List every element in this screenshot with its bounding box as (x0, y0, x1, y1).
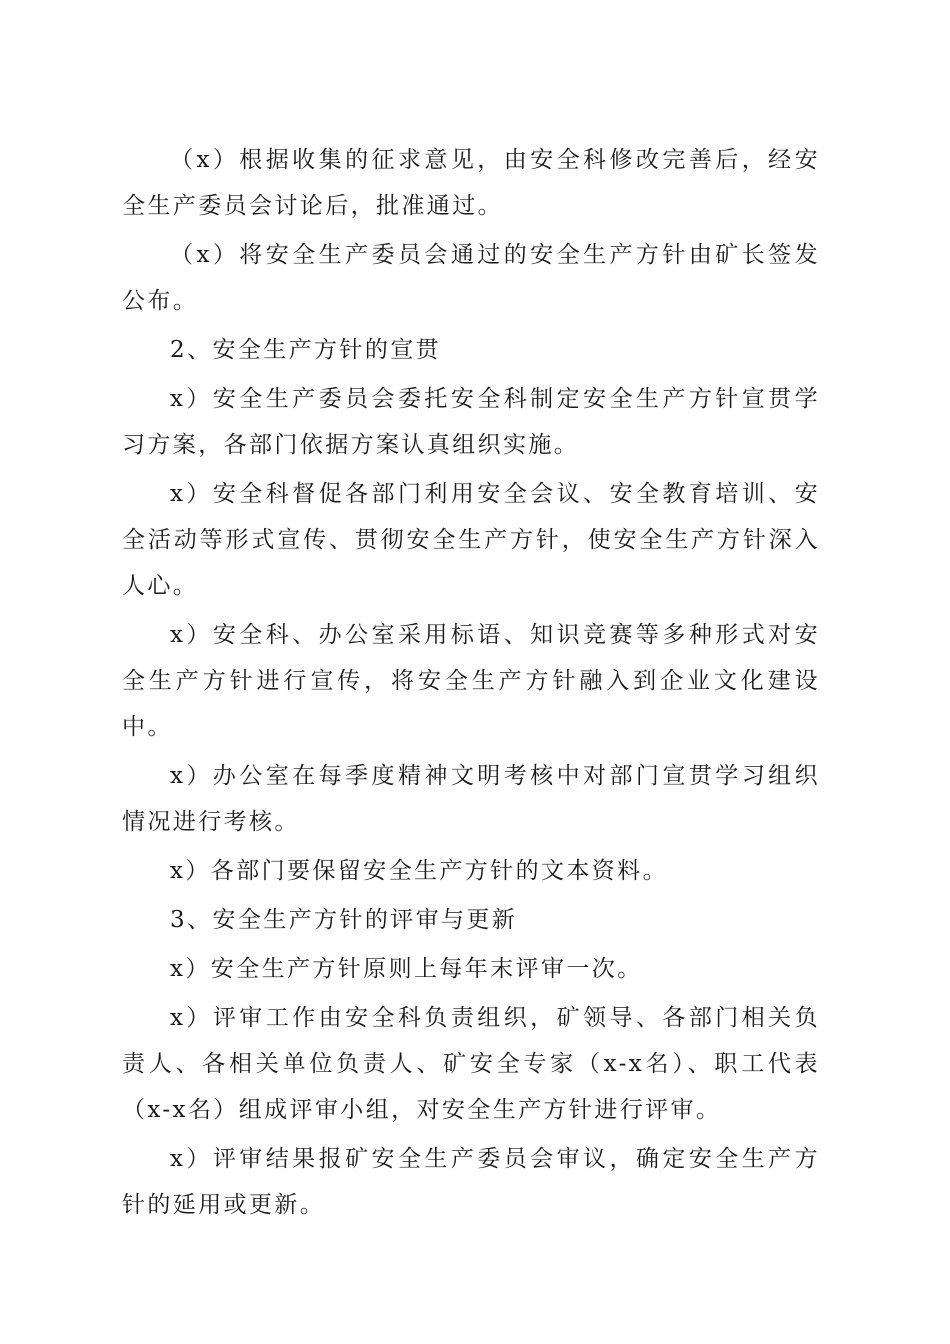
paragraph-records: x）各部门要保留安全生产方针的文本资料。 (170, 858, 668, 884)
section-heading-3: 3、安全生产方针的评审与更新 (170, 907, 518, 933)
paragraph-revise-approve: （x）根据收集的征求意见，由安全科修改完善后，经安全生产委员会讨论后，批准通过。 (122, 147, 820, 219)
paragraph-publicity: x）安全科、办公室采用标语、知识竞赛等多种形式对安全生产方针进行宣传，将安全生产方针融入到企业文化建设中。 (122, 622, 820, 740)
paragraph-annual-review: x）安全生产方针原则上每年末评审一次。 (170, 956, 643, 982)
paragraph-review-result: x）评审结果报矿安全生产委员会审议，确定安全生产方针的延用或更新。 (122, 1146, 820, 1218)
paragraph-assessment: x）办公室在每季度精神文明考核中对部门宣贯学习组织情况进行考核。 (122, 763, 820, 835)
paragraph-promote: x）安全科督促各部门利用安全会议、安全教育培训、安全活动等形式宣传、贯彻安全生产方针，使安全生产方针深入人心。 (122, 481, 820, 599)
paragraph-review-team: x）评审工作由安全科负责组织，矿领导、各部门相关负责人、各相关单位负责人、矿安全专家（x-x名）、职工代表（x-x名）组成评审小组，对安全生产方针进行评审。 (122, 1005, 820, 1123)
document-body (122, 137, 820, 1228)
section-heading-2: 2、安全生产方针的宣贯 (170, 337, 442, 363)
paragraph-publish: （x）将安全生产委员会通过的安全生产方针由矿长签发公布。 (122, 242, 820, 314)
paragraph-study-plan: x）安全生产委员会委托安全科制定安全生产方针宣贯学习方案，各部门依据方案认真组织实施。 (122, 386, 820, 458)
